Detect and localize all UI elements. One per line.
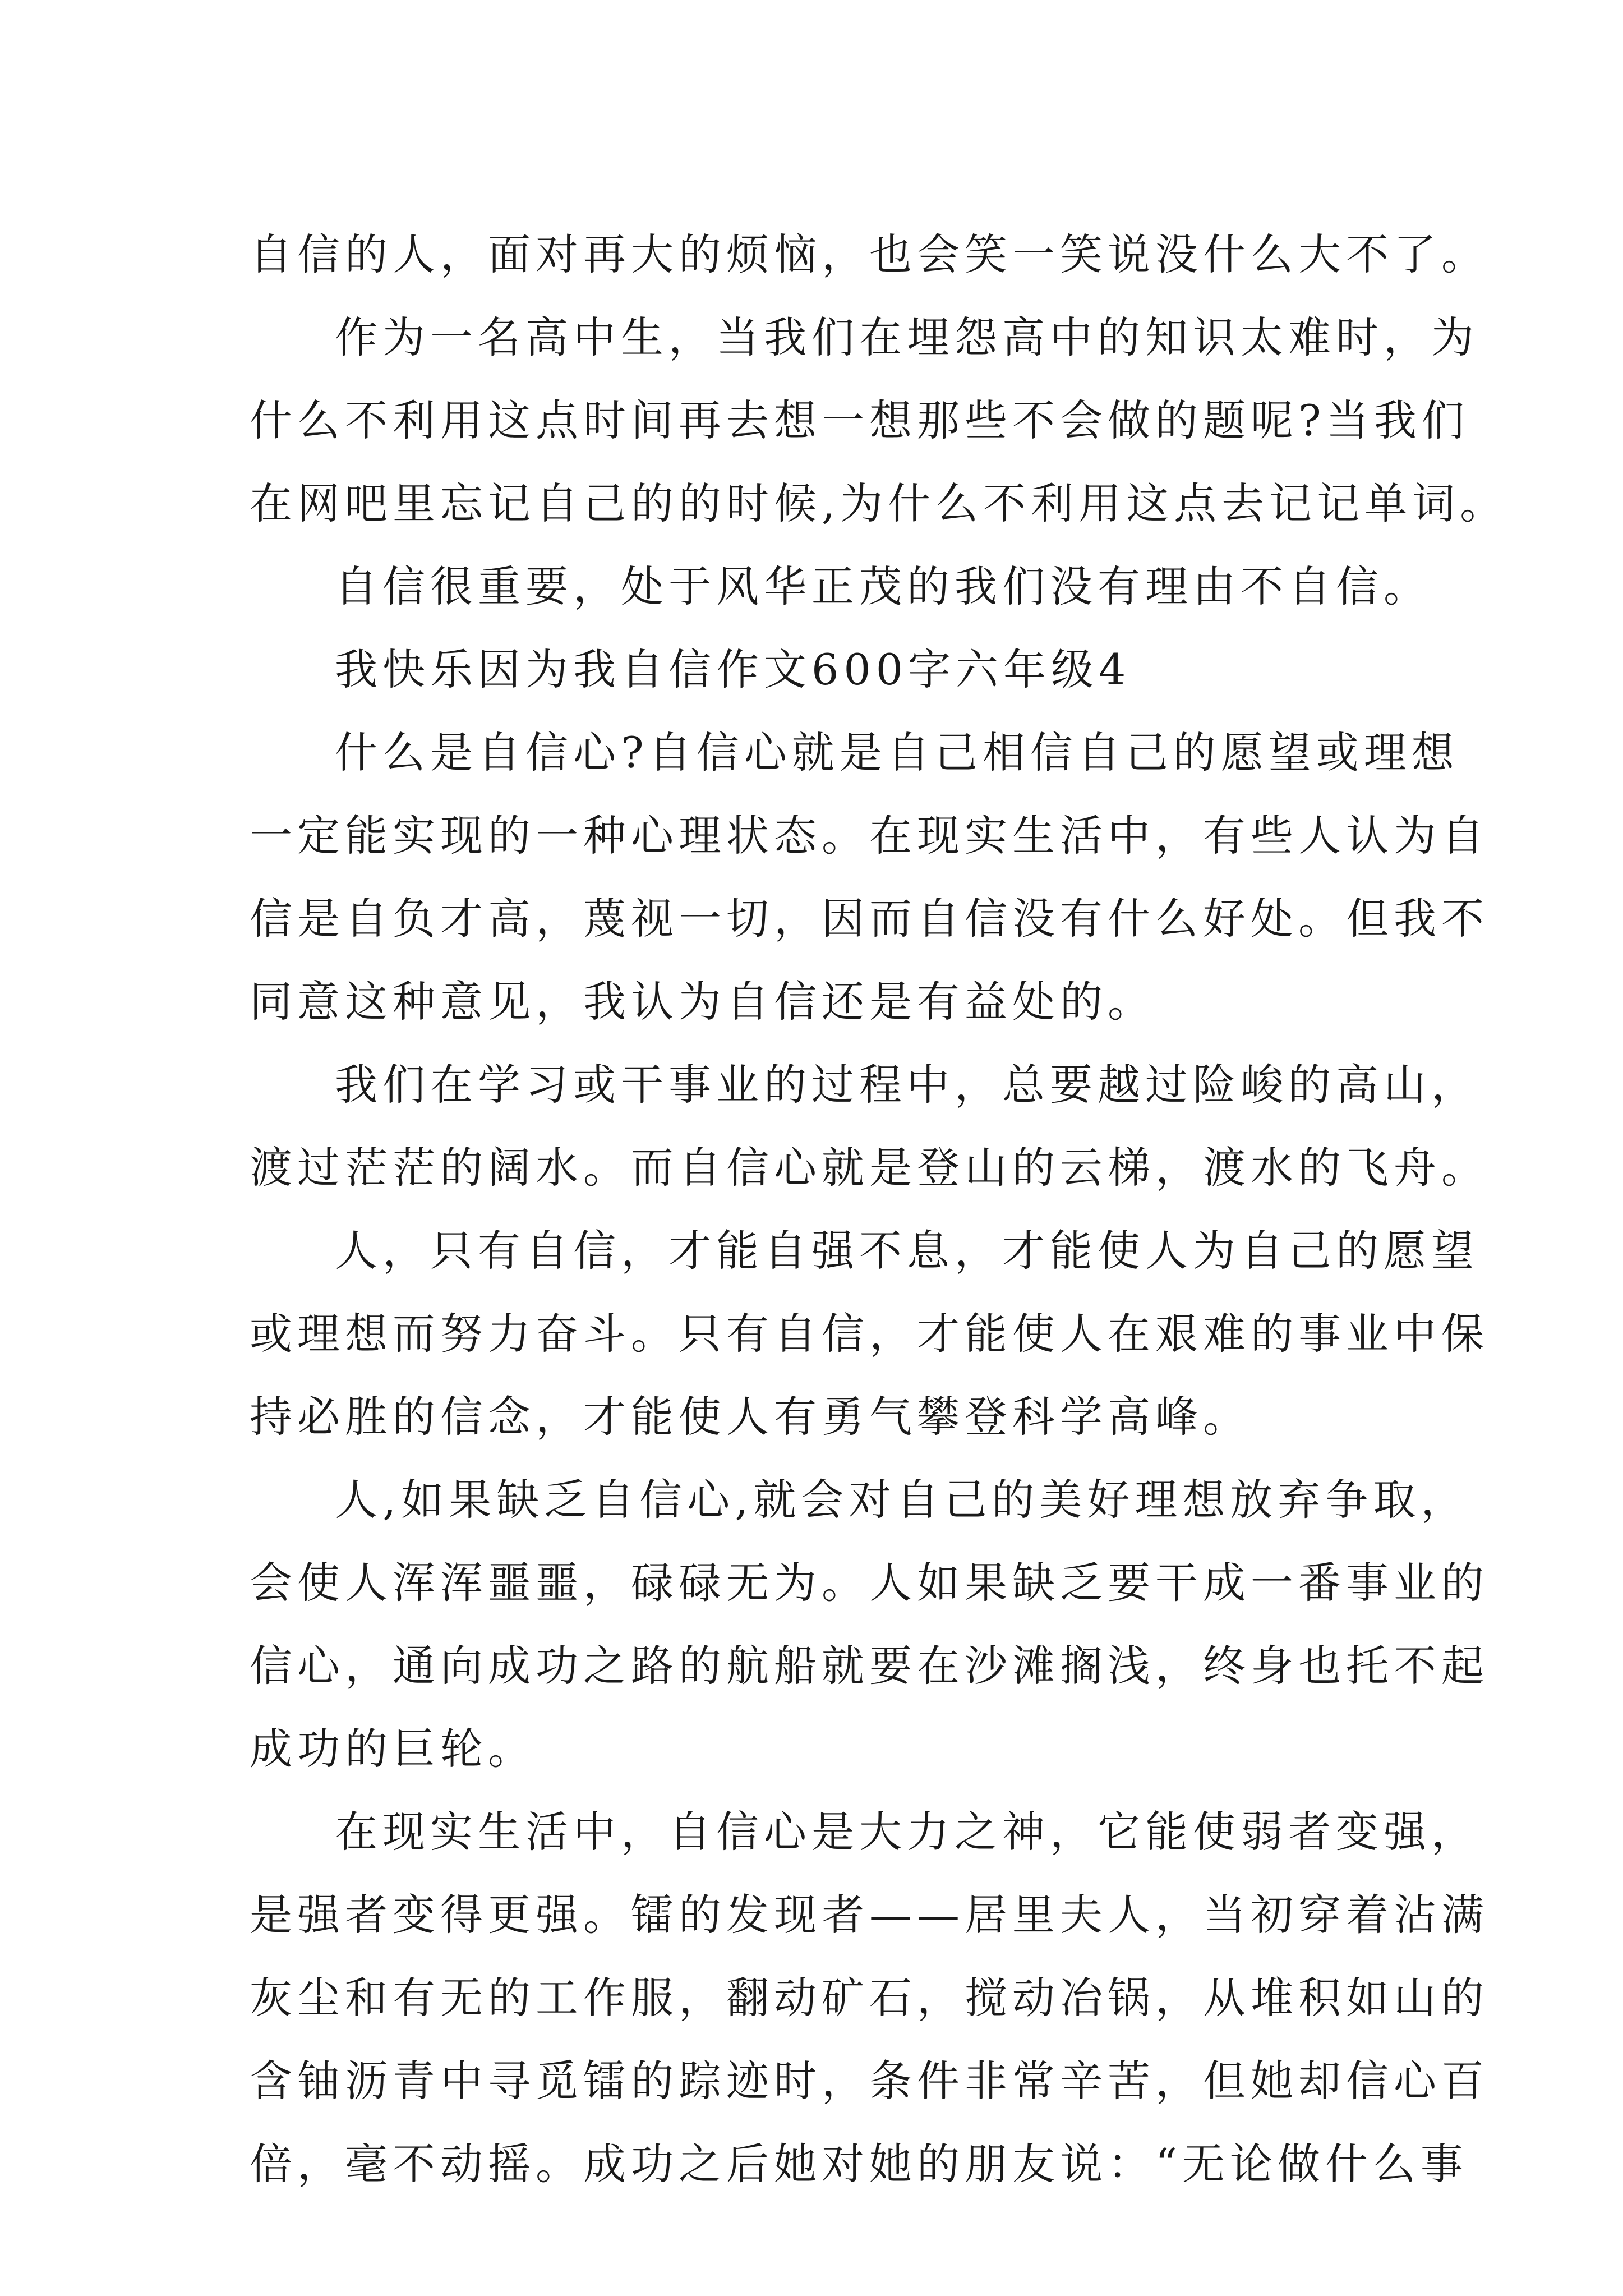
text-line: 一定能实现的一种心理状态。在现实生活中，有些人认为自: [250, 811, 1489, 861]
text-line: 什么是自信心?自信心就是自己相信自己的愿望或理想: [335, 728, 1459, 777]
text-line: 倍，毫不动摇。成功之后她对她的朋友说：“无论做什么事: [250, 2139, 1468, 2189]
text-line: 成功的巨轮。: [250, 1724, 536, 1774]
text-line: 同意这种意见，我认为自信还是有益处的。: [250, 977, 1155, 1027]
heading-line: 我快乐因为我自信作文600字六年级4: [335, 645, 1131, 694]
text-line: 信是自负才高，蔑视一切，因而自信没有什么好处。但我不: [250, 894, 1489, 944]
paragraph: [250, 296, 1508, 545]
paragraph: [250, 1458, 1489, 1791]
text-line: 人,如果缺乏自信心,就会对自己的美好理想放弃争取，: [335, 1475, 1469, 1525]
paragraph: [250, 545, 1431, 628]
text-line: 渡过茫茫的阔水。而自信心就是登山的云梯，渡水的飞舟。: [250, 1143, 1489, 1193]
text-line: 或理想而努力奋斗。只有自信，才能使人在艰难的事业中保: [250, 1309, 1489, 1359]
text-line: 什么不利用这点时间再去想一想那些不会做的题呢?当我们: [250, 395, 1469, 445]
text-line: 含铀沥青中寻觅镭的踪迹时，条件非常辛苦，但她却信心百: [250, 2056, 1489, 2106]
paragraph: [250, 1791, 1489, 2206]
text-line: 持必胜的信念，才能使人有勇气攀登科学高峰。: [250, 1392, 1251, 1442]
text-line: 灰尘和有无的工作服，翻动矿石，搅动冶锅，从堆积如山的: [250, 1973, 1489, 2023]
text-line: 作为一名高中生，当我们在埋怨高中的知识太难时，为: [335, 312, 1479, 362]
section-heading: [250, 628, 1382, 711]
text-line: 在现实生活中，自信心是大力之神，它能使弱者变强，: [335, 1807, 1479, 1857]
paragraph: [250, 1043, 1489, 1209]
text-line: 是强者变得更强。镭的发现者——居里夫人，当初穿着沾满: [250, 1890, 1489, 1940]
paragraph: [250, 711, 1489, 1043]
text-line: 会使人浑浑噩噩，碌碌无为。人如果缺乏要干成一番事业的: [250, 1558, 1489, 1608]
paragraph: [250, 1209, 1489, 1458]
text-line: 人，只有自信，才能自强不息，才能使人为自己的愿望: [335, 1226, 1479, 1276]
text-line: 信心，通向成功之路的航船就要在沙滩搁浅，终身也托不起: [250, 1641, 1489, 1691]
paragraph: [250, 213, 1489, 296]
document-body: [250, 213, 1508, 2206]
text-line: 自信很重要，处于风华正茂的我们没有理由不自信。: [335, 562, 1431, 611]
text-line: 在网吧里忘记自己的的时候,为什么不利用这点去记记单词。: [250, 478, 1508, 528]
text-line: 我们在学习或干事业的过程中，总要越过险峻的高山，: [335, 1060, 1479, 1110]
text-line: 自信的人，面对再大的烦恼，也会笑一笑说没什么大不了。: [250, 229, 1489, 279]
